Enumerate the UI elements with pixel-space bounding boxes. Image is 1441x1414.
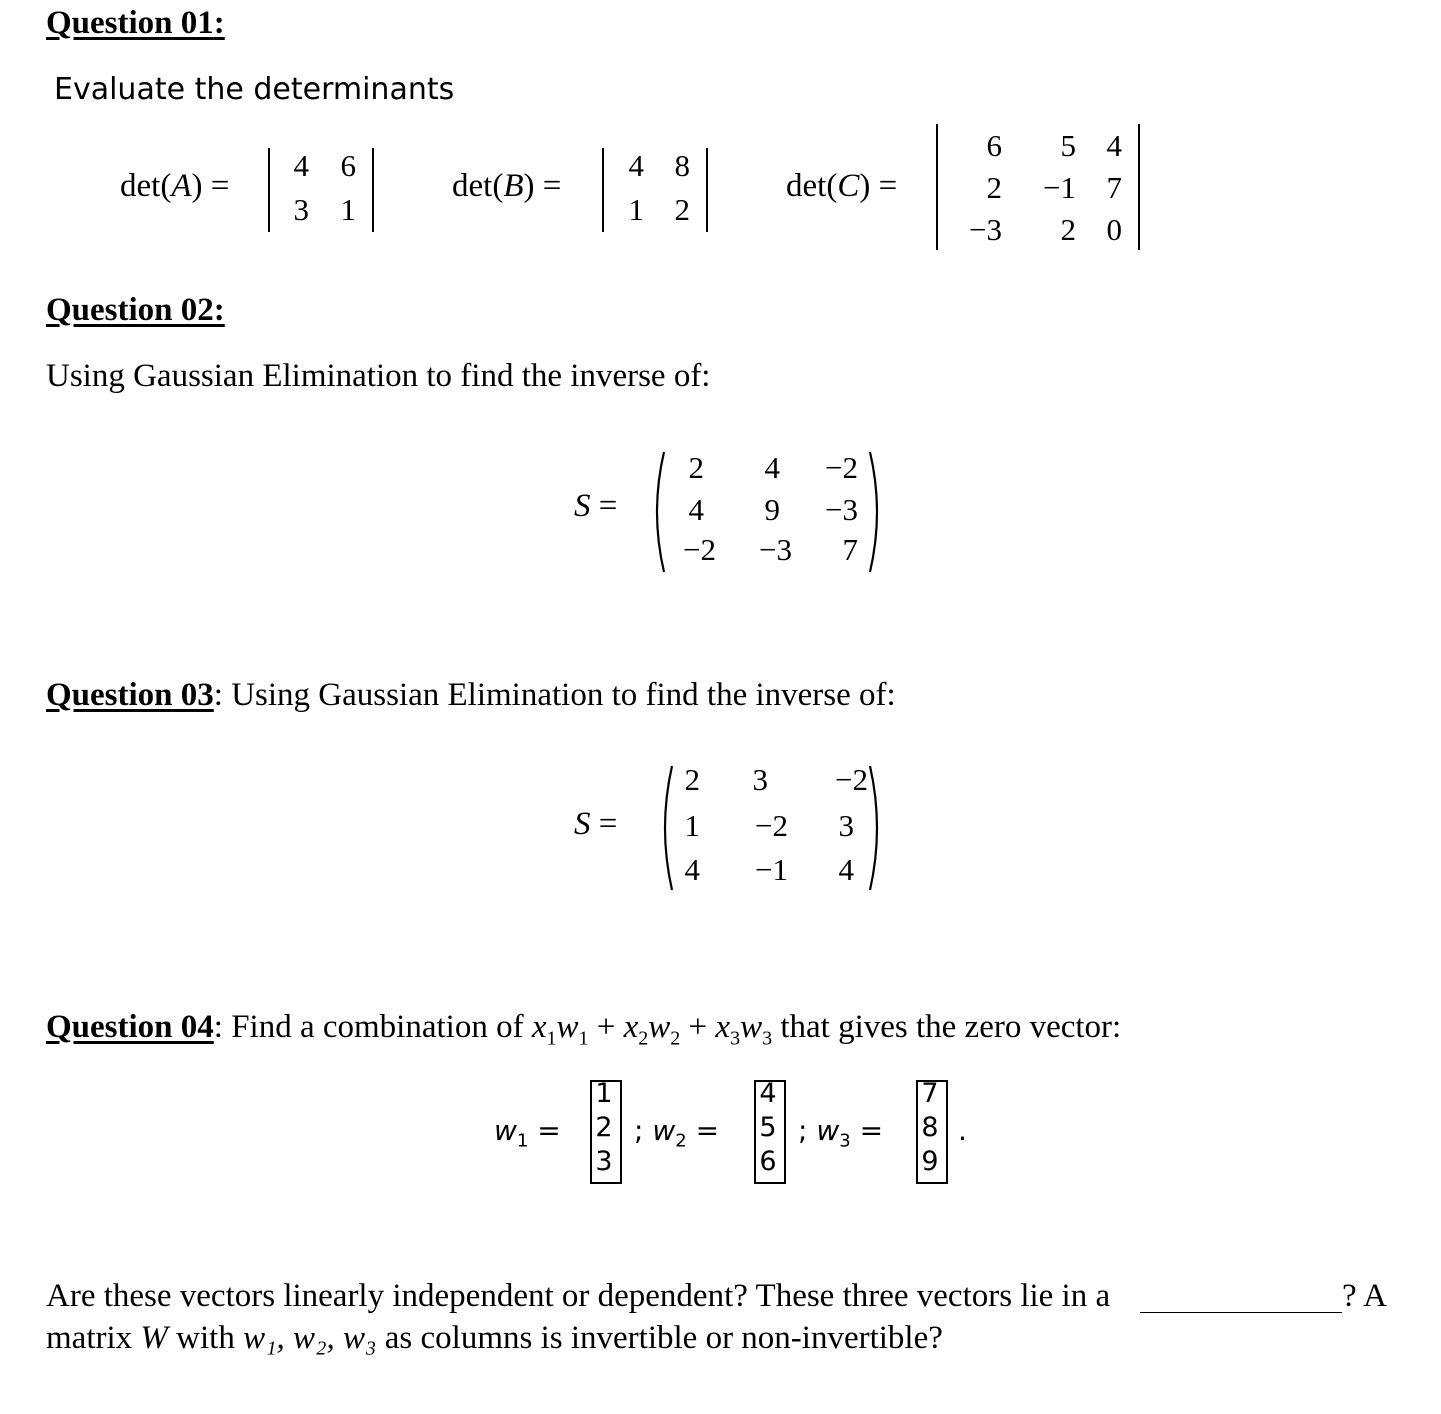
detC-left-bar <box>936 124 938 250</box>
q4-heading: Question 04 <box>46 1009 214 1045</box>
q2-cell: −3 <box>759 532 792 567</box>
q2-cell: 4 <box>688 492 704 527</box>
q2-prompt: Using Gaussian Elimination to find the inverse of: <box>46 358 711 394</box>
detC-cell: −1 <box>1043 170 1076 205</box>
w3-entry: 9 <box>921 1146 939 1177</box>
q4-prompt-end: that gives the zero vector: <box>772 1009 1122 1045</box>
detC-cell: 0 <box>1106 212 1122 247</box>
q4-line: Question 04: Find a combination of $x_1w_1 + x_2w_2 + x_3w_3$ that gives the zero vector: <box>46 1009 1122 1050</box>
q3-cell: −2 <box>755 808 788 843</box>
q4-prompt: : Find a combination of <box>213 1009 532 1045</box>
w2-entry: 5 <box>759 1112 777 1143</box>
q3-cell: 4 <box>838 852 854 887</box>
detB-label: det(B) = <box>452 168 562 204</box>
q2-heading: Question 02: <box>46 292 225 328</box>
q2-cell: 7 <box>842 532 858 567</box>
q3-right-paren <box>866 764 886 892</box>
q3-matrix-label: S = <box>574 806 618 842</box>
detA-right-bar <box>372 148 374 232</box>
w1-label: $w_1$ = <box>494 1114 561 1152</box>
answer-blank[interactable] <box>1140 1312 1342 1313</box>
q3-heading: Question 03 <box>46 677 214 713</box>
detB-cell: 8 <box>674 148 690 183</box>
q3-cell: −2 <box>835 762 868 797</box>
q2-cell: −2 <box>683 532 716 567</box>
q4-question-line1-end: ? A <box>1342 1278 1387 1314</box>
w3-label: ; $w_3$ = <box>798 1114 884 1152</box>
q2-cell: 4 <box>764 450 780 485</box>
detB-cell: 4 <box>628 148 644 183</box>
q3-line <box>46 677 896 714</box>
q3-cell: 3 <box>838 808 854 843</box>
detA-cell: 1 <box>340 192 356 227</box>
w2-label: ; $w_2$ = <box>634 1114 720 1152</box>
detC-label: det(C) = <box>786 168 898 204</box>
q2-matrix-label: S = <box>574 488 618 524</box>
detC-cell: 4 <box>1106 128 1122 163</box>
detB-cell: 1 <box>628 192 644 227</box>
q4-question-line1: Are these vectors linearly independent or dependent? These three vectors lie in a <box>46 1278 1111 1314</box>
detC-right-bar <box>1138 124 1140 250</box>
q2-cell: −3 <box>825 492 858 527</box>
q1-prompt: Evaluate the determinants <box>54 72 455 107</box>
detA-label: det(A) = <box>120 168 230 204</box>
detC-cell: 2 <box>986 170 1002 205</box>
detC-cell: 7 <box>1106 170 1122 205</box>
q2-cell: 2 <box>688 450 704 485</box>
detC-cell: 6 <box>986 128 1002 163</box>
detC-cell: 5 <box>1060 128 1076 163</box>
w2-entry: 4 <box>759 1078 777 1109</box>
detA-cell: 3 <box>293 192 309 227</box>
q3-cell: −1 <box>755 852 788 887</box>
q3-cell: 3 <box>752 762 768 797</box>
detB-right-bar <box>706 148 708 232</box>
q3-prompt: : Using Gaussian Elimination to find the inverse of: <box>213 677 896 713</box>
w1-entry: 3 <box>595 1146 613 1177</box>
w1-entry: 2 <box>595 1112 613 1143</box>
vectors-end-period: . <box>958 1114 967 1147</box>
w3-entry: 8 <box>921 1112 939 1143</box>
q3-cell: 2 <box>684 762 700 797</box>
detC-cell: −3 <box>969 212 1002 247</box>
q2-right-paren <box>866 450 886 574</box>
q4-question-line2: matrix W with w₁, w₂, w₃ as columns is invertible or non-invertible? <box>46 1320 943 1356</box>
q3-cell: 1 <box>684 808 700 843</box>
w2-entry: 6 <box>759 1146 777 1177</box>
w1-entry: 1 <box>595 1078 613 1109</box>
detA-cell: 4 <box>293 148 309 183</box>
detB-cell: 2 <box>674 192 690 227</box>
detA-cell: 6 <box>340 148 356 183</box>
q2-cell: −2 <box>825 450 858 485</box>
q3-cell: 4 <box>684 852 700 887</box>
w3-entry: 7 <box>921 1078 939 1109</box>
q1-heading: Question 01: <box>46 5 225 41</box>
q2-cell: 9 <box>764 492 780 527</box>
detC-cell: 2 <box>1060 212 1076 247</box>
